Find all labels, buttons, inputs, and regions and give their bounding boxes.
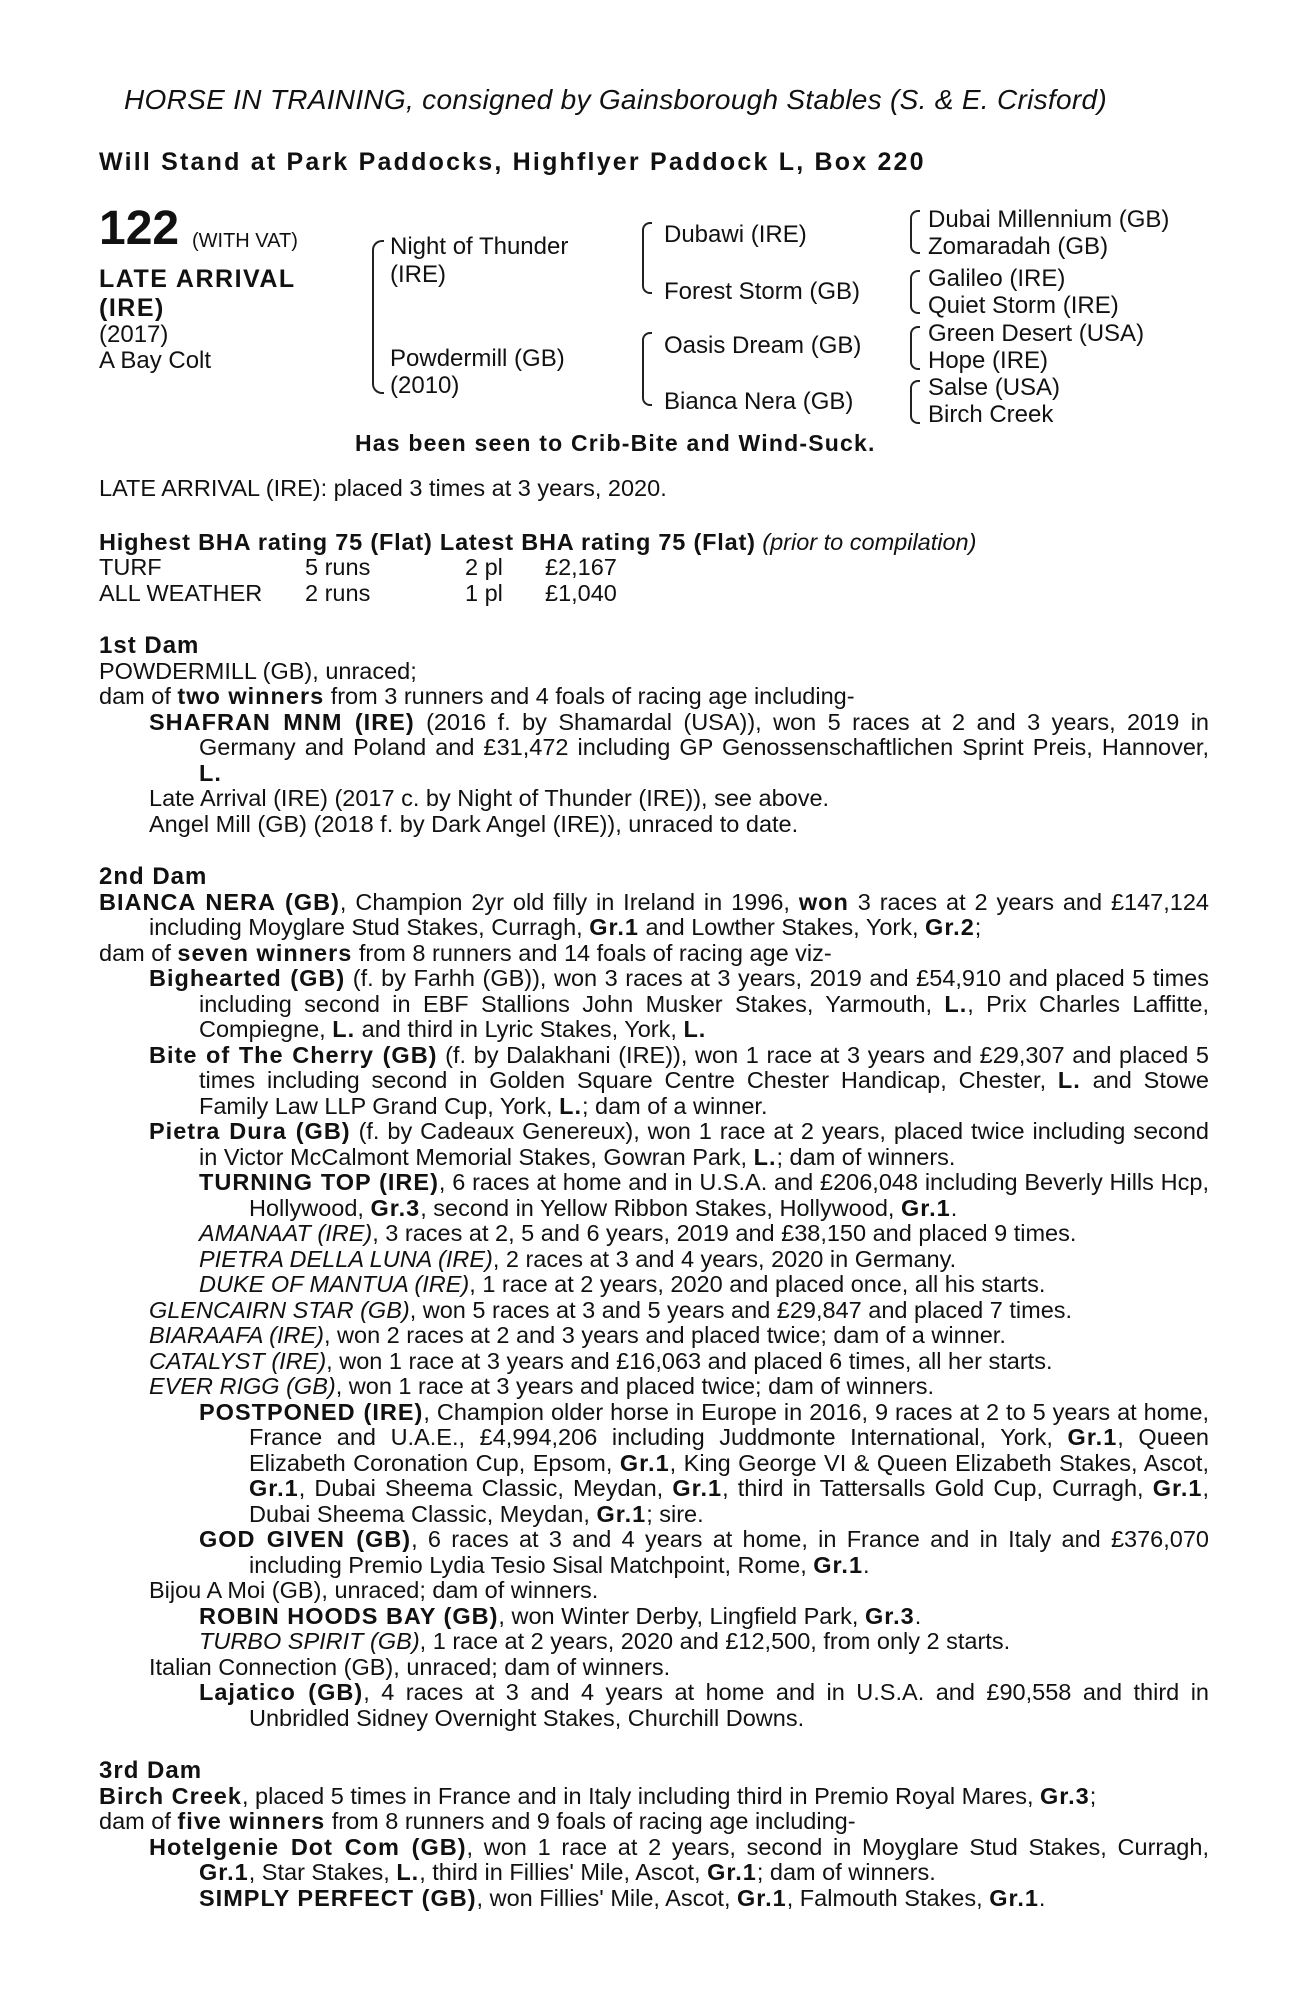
text-run: (f. by Dalakhani (IRE)), won 1 race at 3 years and £29,307 and placed 5 times including second in Golden Square Centre Chester Handicap, Chester, [199, 1041, 1209, 1093]
text-run: SHAFRAN MNM (IRE) [149, 708, 415, 735]
text-run: , Dubai Sheema Classic, Meydan, [298, 1475, 673, 1501]
produce-entry [99, 1835, 1209, 1886]
text-run: BIARAAFA (IRE) [149, 1322, 324, 1348]
text-run: AMANAAT (IRE) [199, 1220, 373, 1246]
consignor-heading: HORSE IN TRAINING, consigned by Gainsborough Stables (S. & E. Crisford) [124, 84, 1107, 115]
great-grandsire-3: Galileo (IRE) [928, 265, 1066, 292]
text-run: , placed 5 times in France and in Italy including third in Premio Royal Mares, [241, 1782, 1040, 1809]
grand-produce-entry [99, 1527, 1209, 1578]
text-run: , Dubai Sheema Classic, Meydan, [249, 1475, 1209, 1527]
text-run: , Star Stakes, [248, 1859, 397, 1885]
pedigree-brace-sire [642, 222, 652, 294]
text-run: Pietra Dura (GB) [149, 1118, 351, 1144]
produce-entry: Italian Connection (GB), unraced; dam of winners. [149, 1653, 671, 1680]
vices-notice: Has been seen to Crib-Bite and Wind-Suck. [355, 430, 876, 456]
text-run: Gr.3 [865, 1602, 915, 1629]
record-runs: 2 runs [305, 579, 371, 606]
text-run: (2016 f. by Shamardal (USA)), won 5 races at 2 and 3 years, 2019 in Germany and Poland and £31,472 including GP Genossenschaftlichen Sprint Preis, Hannover, [199, 708, 1210, 760]
text-run: , King George VI & Queen Elizabeth Stakes, Ascot, [669, 1449, 1209, 1476]
text-run: Gr.1 [596, 1500, 647, 1527]
text-run: and third in Lyric Stakes, York, [355, 1016, 684, 1042]
text-run: Gr.1 [813, 1551, 864, 1578]
horse-name-line1: LATE ARRIVAL [99, 265, 296, 293]
first-dam-heading: 1st Dam [99, 632, 200, 659]
text-run: (f. by Farhh (GB)), won 3 races at 3 years, 2019 and £54,910 and placed 5 times including second in EBF Stallions John Musker Stakes, Yarmouth, [199, 965, 1209, 1017]
sire-dam: Forest Storm (GB) [664, 278, 861, 305]
text-run: Birch Creek [99, 1782, 242, 1809]
great-granddam-8: Birch Creek [928, 401, 1054, 428]
text-run: 3 races at 2 years and £147,124 including Moyglare Stud Stakes, Curragh, [149, 888, 1209, 940]
text-run: GLENCAIRN STAR (GB) [149, 1296, 410, 1323]
text-run: two winners [177, 683, 325, 709]
produce-entry: Bijou A Moi (GB), unraced; dam of winners. [149, 1577, 599, 1603]
bha-ratings-text: Highest BHA rating 75 (Flat) Latest BHA rating 75 (Flat) [99, 528, 756, 555]
text-run: L. [332, 1016, 356, 1042]
record-placed: 2 pl [465, 554, 503, 580]
record-placed: 1 pl [465, 579, 503, 606]
text-run: TURNING TOP (IRE) [199, 1169, 439, 1195]
first-dam-produce [99, 684, 1209, 710]
record-earnings: £2,167 [545, 554, 617, 580]
text-run: . [863, 1551, 870, 1578]
grand-produce-entry [99, 1400, 1209, 1528]
catalogue-body [99, 476, 1209, 1911]
text-run: Gr.3 [1040, 1782, 1090, 1809]
dam-dam: Bianca Nera (GB) [664, 388, 854, 415]
produce-entry [99, 1323, 1209, 1349]
produce-entry [99, 1349, 1209, 1375]
text-run: dam of [99, 683, 178, 709]
text-run: won [798, 888, 849, 915]
text-run: , won 1 race at 3 years and £16,063 and placed 6 times, all her starts. [326, 1347, 1053, 1374]
text-run: , third in Fillies' Mile, Ascot, [419, 1859, 708, 1885]
text-run: ; sire. [646, 1500, 704, 1527]
text-run: , won 1 race at 3 years and placed twice; dam of winners. [335, 1373, 934, 1399]
text-run: L. [753, 1143, 777, 1170]
text-run: from 8 runners and 14 foals of racing age viz- [352, 939, 832, 966]
text-run: Gr.1 [672, 1475, 723, 1501]
text-run: , 2 races at 3 and 4 years, 2020 in Germany. [492, 1245, 957, 1272]
record-runs: 5 runs [305, 554, 371, 580]
text-run: and Stowe Family Law LLP Grand Cup, York, [199, 1067, 1209, 1119]
text-run: five winners [177, 1808, 326, 1834]
dam-name: Powdermill (GB) [390, 345, 565, 372]
grand-produce-entry [99, 1886, 1209, 1912]
text-run: L. [683, 1016, 707, 1042]
text-run: , Champion 2yr old filly in Ireland in 1996, [339, 888, 799, 915]
pedigree-brace-dam [642, 332, 652, 406]
text-run: L. [396, 1859, 420, 1885]
text-run: BIANCA NERA (GB) [99, 888, 340, 915]
pedigree-brace-main [372, 240, 384, 394]
text-run: DUKE OF MANTUA (IRE) [199, 1271, 470, 1297]
produce-entry [99, 1043, 1209, 1120]
first-dam-line: POWDERMILL (GB), unraced; [99, 657, 417, 684]
text-run: SIMPLY PERFECT (GB) [199, 1884, 477, 1911]
horse-name [99, 265, 339, 323]
pedigree-brace-g4 [910, 380, 920, 424]
second-dam-heading: 2nd Dam [99, 863, 208, 890]
third-dam-produce [99, 1809, 1209, 1835]
great-grandsire-1: Dubai Millennium (GB) [928, 206, 1170, 233]
text-run: Hotelgenie Dot Com (GB) [149, 1833, 467, 1860]
text-run: Gr.1 [619, 1449, 670, 1476]
dam-year: (2010) [390, 372, 460, 399]
pedigree-brace-g2 [910, 270, 920, 314]
text-run: Gr.1 [589, 914, 639, 940]
text-run: , 1 race at 2 years, 2020 and £12,500, from only 2 starts. [419, 1628, 1011, 1654]
grand-produce-entry [99, 1629, 1209, 1655]
text-run: , won 1 race at 2 years, second in Moyglare Stud Stakes, Curragh, [466, 1833, 1209, 1860]
produce-entry [99, 1119, 1209, 1170]
produce-entry [99, 710, 1209, 787]
text-run: Gr.1 [707, 1859, 757, 1885]
racing-summary: LATE ARRIVAL (IRE): placed 3 times at 3 years, 2020. [99, 475, 667, 501]
great-granddam-6: Hope (IRE) [928, 347, 1049, 374]
horse-description: A Bay Colt [99, 347, 212, 374]
text-run: Gr.2 [925, 914, 975, 940]
grand-produce-entry [99, 1247, 1209, 1273]
text-run: , won Winter Derby, Lingfield Park, [498, 1602, 865, 1629]
text-run: , second in Yellow Ribbon Stakes, Hollywood, [420, 1194, 901, 1221]
text-run: PIETRA DELLA LUNA (IRE) [199, 1245, 493, 1272]
text-run: , third in Tattersalls Gold Cup, Curragh, [722, 1475, 1153, 1501]
produce-entry: Late Arrival (IRE) (2017 c. by Night of Thunder (IRE)), see above. [149, 785, 830, 811]
bha-ratings-note: (prior to compilation) [762, 528, 977, 555]
text-run: Gr.1 [989, 1884, 1039, 1911]
sire-country: (IRE) [390, 261, 446, 288]
text-run: , 4 races at 3 and 4 years at home and in U.S.A. and £90,558 and third in Unbridled Sidney Overnight Stakes, Churchill Downs. [249, 1679, 1209, 1731]
produce-entry [99, 1298, 1209, 1324]
text-run: , 3 races at 2, 5 and 6 years, 2019 and £38,150 and placed 9 times. [372, 1220, 1077, 1246]
text-run: GOD GIVEN (GB) [199, 1526, 412, 1552]
text-run: ; dam of a winner. [581, 1092, 768, 1119]
text-run: CATALYST (IRE) [149, 1347, 327, 1374]
text-run: Gr.1 [737, 1884, 787, 1911]
stable-location: Will Stand at Park Paddocks, Highflyer Paddock L, Box 220 [99, 148, 926, 176]
text-run: , 6 races at home and in U.S.A. and £206,048 including Beverly Hills Hcp, Hollywood, [249, 1169, 1210, 1221]
text-run: POSTPONED (IRE) [199, 1398, 424, 1425]
produce-entry [99, 1374, 1209, 1400]
second-dam-line [99, 890, 1209, 941]
text-run: , Falmouth Stakes, [786, 1884, 990, 1911]
race-record-table [99, 555, 1209, 606]
text-run: L. [559, 1092, 582, 1119]
text-run: dam of [99, 939, 178, 966]
text-run: Gr.3 [370, 1194, 421, 1221]
text-run: L. [1057, 1067, 1081, 1093]
text-run: Bite of The Cherry (GB) [149, 1041, 438, 1068]
text-run: dam of [99, 1808, 178, 1834]
text-run: Gr.1 [249, 1475, 299, 1501]
horse-name-line2: (IRE) [99, 294, 165, 322]
text-run: Bighearted (GB) [149, 965, 346, 991]
text-run: Gr.1 [1067, 1424, 1118, 1450]
bha-ratings [99, 530, 1209, 556]
text-run: ; [1089, 1782, 1097, 1809]
text-run: , 1 race at 2 years, 2020 and placed once, all his starts. [469, 1271, 1046, 1297]
text-run: (f. by Cadeaux Genereux), won 1 race at 2 years, placed twice including second in Victor McCalmont Memorial Stakes, Gowran Park, [199, 1118, 1209, 1170]
pedigree-brace-g3 [910, 326, 920, 370]
text-run: . [950, 1194, 958, 1221]
third-dam-line [99, 1784, 1209, 1810]
grand-produce-entry [99, 1680, 1209, 1731]
text-run: . [1038, 1884, 1046, 1911]
text-run: , won 2 races at 2 and 3 years and placed twice; dam of a winner. [323, 1322, 1006, 1348]
text-run: TURBO SPIRIT (GB) [199, 1628, 420, 1654]
second-dam-produce [99, 941, 1209, 967]
foaling-year: (2017) [99, 321, 169, 348]
dam-sire: Oasis Dream (GB) [664, 332, 862, 359]
text-run: Lajatico (GB) [199, 1679, 364, 1705]
text-run: from 3 runners and 4 foals of racing age including- [324, 683, 855, 709]
text-run: ROBIN HOODS BAY (GB) [199, 1602, 499, 1629]
text-run: Gr.1 [199, 1859, 249, 1885]
text-run: EVER RIGG (GB) [149, 1373, 336, 1399]
great-granddam-2: Zomaradah (GB) [928, 233, 1109, 260]
text-run: from 8 runners and 9 foals of racing age including- [325, 1808, 856, 1834]
great-grandsire-7: Salse (USA) [928, 374, 1061, 401]
sire-name: Night of Thunder [390, 233, 569, 260]
text-run: . [914, 1602, 922, 1629]
text-run: Gr.1 [900, 1194, 951, 1221]
text-run: and Lowther Stakes, York, [638, 914, 926, 940]
text-run: , 6 races at 3 and 4 years at home, in France and in Italy and £376,070 including Premio Lydia Tesio Sisal Matchpoint, Rome, [249, 1526, 1209, 1578]
produce-entry [99, 966, 1209, 1043]
text-run: ; dam of winners. [756, 1859, 936, 1885]
grand-produce-entry [99, 1221, 1209, 1247]
grand-produce-entry [99, 1170, 1209, 1221]
text-run: L. [944, 990, 968, 1017]
record-surface: ALL WEATHER [99, 579, 263, 606]
grand-produce-entry [99, 1604, 1209, 1630]
text-run: , Champion older horse in Europe in 2016, 9 races at 2 to 5 years at home, France and U.A.E., £4,994,206 including Juddmonte International, York, [249, 1398, 1209, 1450]
record-surface: TURF [99, 554, 162, 580]
text-run: L. [199, 759, 222, 786]
great-grandsire-5: Green Desert (USA) [928, 320, 1145, 347]
grand-produce-entry [99, 1272, 1209, 1298]
sire-sire: Dubawi (IRE) [664, 221, 807, 248]
third-dam-heading: 3rd Dam [99, 1757, 203, 1784]
produce-entry: Angel Mill (GB) (2018 f. by Dark Angel (IRE)), unraced to date. [149, 810, 799, 837]
text-run: ; [974, 914, 982, 940]
text-run: ; dam of winners. [776, 1143, 956, 1170]
great-granddam-4: Quiet Storm (IRE) [928, 292, 1119, 319]
text-run: , Prix Charles Laffitte, Compiegne, [199, 990, 1210, 1042]
pedigree-brace-g1 [910, 210, 920, 254]
vat-note: (WITH VAT) [192, 230, 298, 252]
text-run: Gr.1 [1152, 1475, 1203, 1501]
text-run: , won 5 races at 3 and 5 years and £29,847 and placed 7 times. [409, 1296, 1073, 1323]
record-earnings: £1,040 [545, 579, 617, 606]
text-run: , Queen Elizabeth Coronation Cup, Epsom, [249, 1424, 1209, 1476]
text-run: , won Fillies' Mile, Ascot, [476, 1884, 737, 1911]
text-run: seven winners [177, 939, 353, 966]
lot-number: 122 [99, 202, 180, 255]
